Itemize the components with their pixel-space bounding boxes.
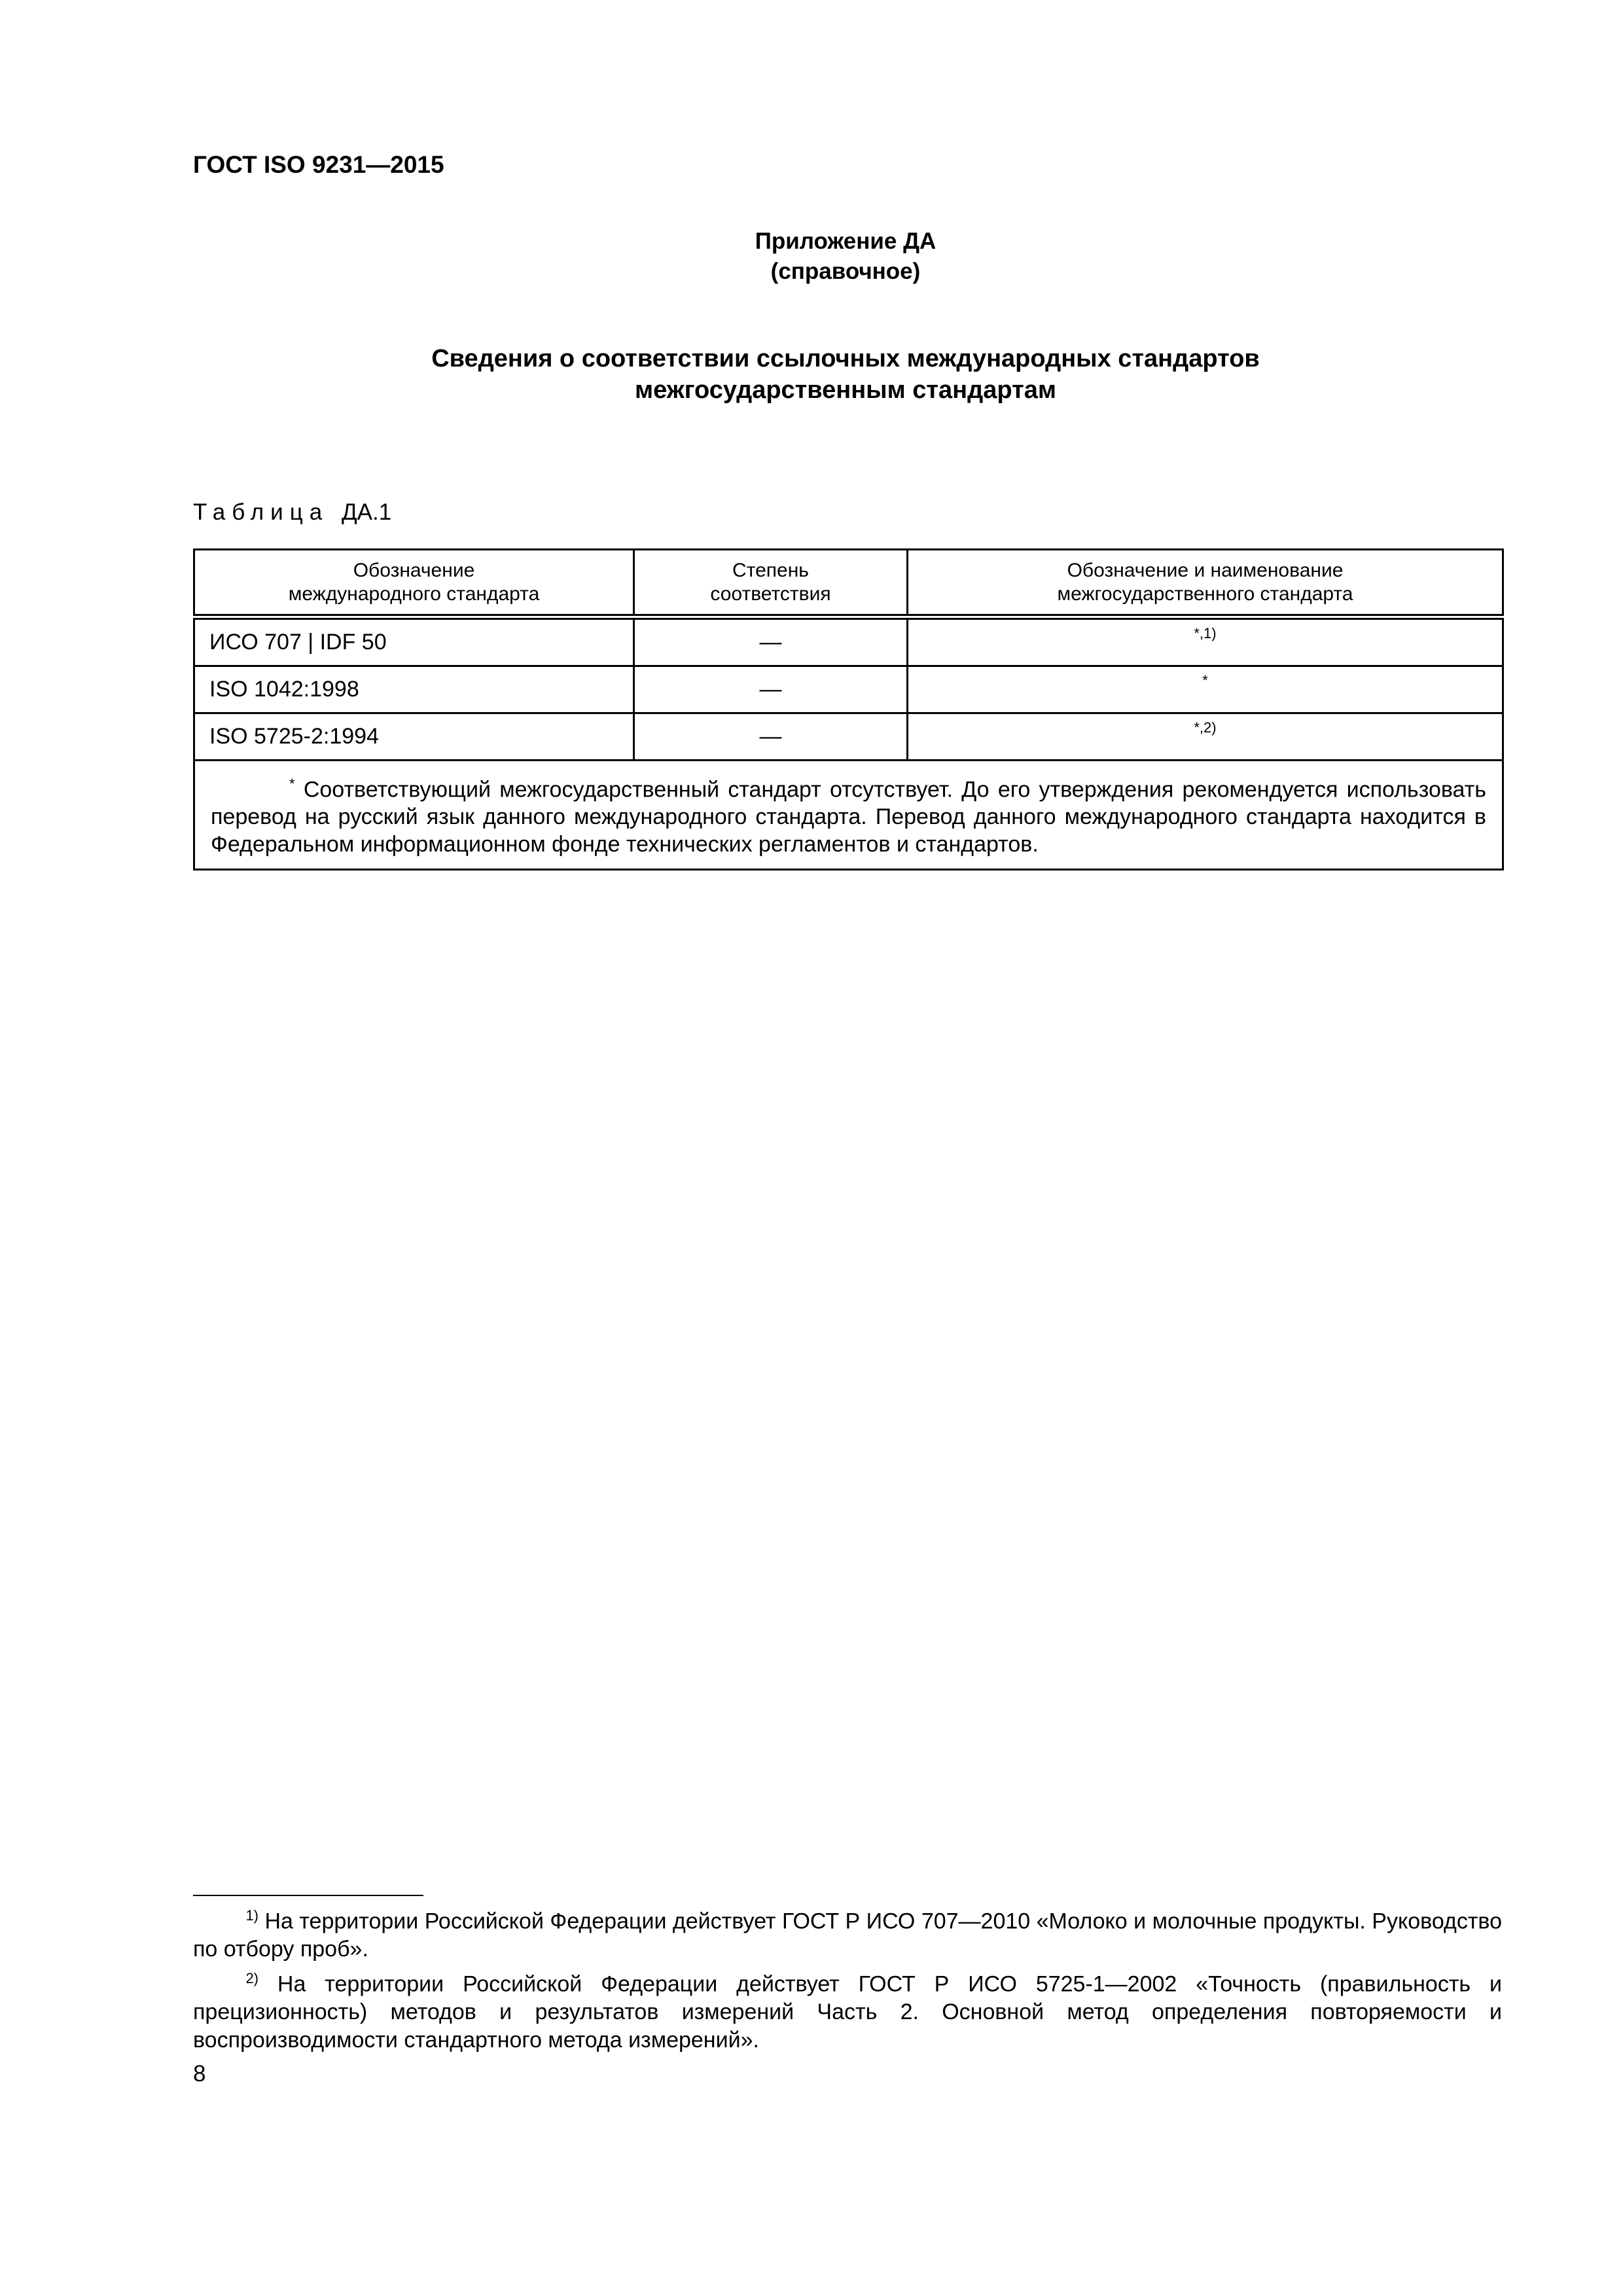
table-note xyxy=(194,761,1503,870)
correspondence-table xyxy=(193,548,1504,870)
international-standard-cell: ИСО 707 | IDF 50 xyxy=(194,617,634,666)
footnote-1-text: На территории Российской Федерации действует ГОСТ Р ИСО 707—2010 «Молоко и молочные продукты. Руководство по отбору проб». xyxy=(193,1909,1502,1962)
header-interstate-standard: Обозначение и наименование межгосударственного стандарта xyxy=(908,550,1503,617)
page-number: 8 xyxy=(193,2061,206,2087)
interstate-standard-cell: *,2) xyxy=(908,713,1503,761)
annex-title: Приложение ДА xyxy=(755,228,936,254)
footnote-1 xyxy=(193,1901,1502,1964)
annex-status: (справочное) xyxy=(770,259,921,284)
section-title xyxy=(0,343,1623,406)
interstate-standard-cell: *,1) xyxy=(908,617,1503,666)
table-note-row xyxy=(194,761,1503,870)
document-code: ГОСТ ISO 9231—2015 xyxy=(193,151,444,178)
international-standard-cell: ISO 1042:1998 xyxy=(194,666,634,713)
footnote-2-text: На территории Российской Федерации действует ГОСТ Р ИСО 5725-1—2002 «Точность (правильность и прецизионность) методов и результатов измерений Часть 2. Основной метод определения повторяемости и воспроизводимости стандартного метода измерений». xyxy=(193,1971,1502,2053)
degree-cell: — xyxy=(634,713,908,761)
degree-cell: — xyxy=(634,617,908,666)
section-title-line-2: межгосударственным стандартам xyxy=(635,376,1056,404)
table-caption-number: ДА.1 xyxy=(341,499,392,525)
footnote-2 xyxy=(193,1964,1502,2054)
section-title-line-1: Сведения о соответствии ссылочных международных стандартов xyxy=(431,345,1260,372)
table-row xyxy=(194,666,1503,713)
table-note-text: Соответствующий межгосударственный стандарт отсутствует. До его утверждения рекомендуется использовать перевод на русский язык данного международного стандарта. Перевод данного международного стандарта находится в Федеральном информационном фонде технических регламентов и стандартов. xyxy=(211,777,1486,857)
table-note-mark: * xyxy=(289,776,295,792)
table-caption-label: Таблица xyxy=(193,499,329,525)
footnote-1-mark: 1) xyxy=(245,1907,259,1924)
degree-cell: — xyxy=(634,666,908,713)
table-caption xyxy=(193,497,391,528)
table-row xyxy=(194,617,1503,666)
header-international-standard: Обозначение международного стандарта xyxy=(194,550,634,617)
footnote-separator xyxy=(193,1895,423,1896)
interstate-standard-cell: * xyxy=(908,666,1503,713)
footnote-2-mark: 2) xyxy=(245,1970,259,1986)
international-standard-cell: ISO 5725-2:1994 xyxy=(194,713,634,761)
header-degree-of-correspondence: Степень соответствия xyxy=(634,550,908,617)
table-header-row xyxy=(194,550,1503,617)
table-row xyxy=(194,713,1503,761)
